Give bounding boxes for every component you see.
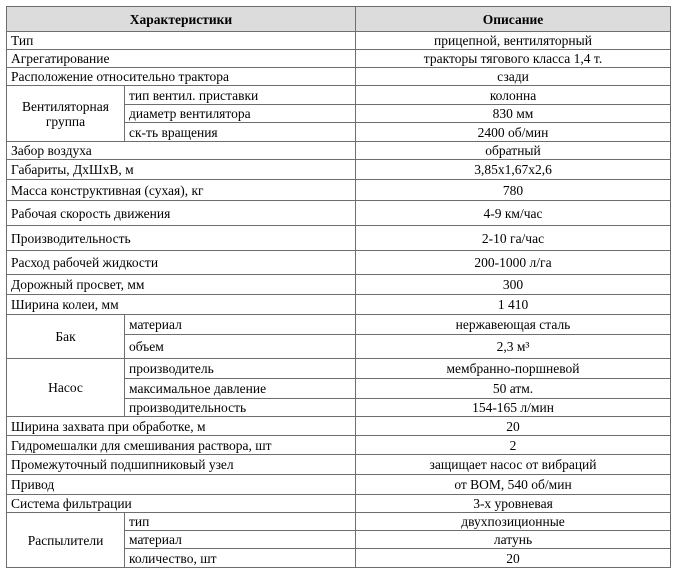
row-value: 1 410 — [356, 295, 671, 315]
row-value: нержавеющая сталь — [356, 315, 671, 335]
sub-label: количество, шт — [125, 549, 356, 568]
row-label: Гидромешалки для смешивания раствора, шт — [7, 436, 356, 455]
header-characteristics: Характеристики — [7, 7, 356, 32]
row-value: латунь — [356, 531, 671, 549]
row-label: Система фильтрации — [7, 495, 356, 513]
row-label: Забор воздуха — [7, 142, 356, 160]
row-label: Дорожный просвет, мм — [7, 275, 356, 295]
row-value: защищает насос от вибраций — [356, 455, 671, 475]
row-value: обратный — [356, 142, 671, 160]
group-label-tank: Бак — [7, 315, 125, 359]
header-description: Описание — [356, 7, 671, 32]
table-row — [7, 475, 671, 495]
table-row — [7, 436, 671, 455]
row-label: Рабочая скорость движения — [7, 201, 356, 226]
row-value: прицепной, вентиляторный — [356, 32, 671, 50]
row-value: 20 — [356, 417, 671, 436]
row-value: 2,3 м³ — [356, 335, 671, 359]
row-value: 2-10 га/час — [356, 226, 671, 251]
row-value: мембранно-поршневой — [356, 359, 671, 379]
specifications-table — [6, 6, 671, 568]
table-row — [7, 359, 671, 379]
row-value: двухпозиционные — [356, 513, 671, 531]
table-row — [7, 201, 671, 226]
table-row — [7, 50, 671, 68]
row-label: Масса конструктивная (сухая), кг — [7, 180, 356, 201]
table-row — [7, 32, 671, 50]
sub-label: тип вентил. приставки — [125, 86, 356, 105]
row-value: 200-1000 л/га — [356, 251, 671, 275]
sub-label: материал — [125, 531, 356, 549]
sub-label: материал — [125, 315, 356, 335]
row-value: 4-9 км/час — [356, 201, 671, 226]
row-label: Ширина захвата при обработке, м — [7, 417, 356, 436]
row-label: Ширина колеи, мм — [7, 295, 356, 315]
row-value: сзади — [356, 68, 671, 86]
table-row — [7, 160, 671, 180]
table-row — [7, 455, 671, 475]
row-label: Тип — [7, 32, 356, 50]
table-row — [7, 495, 671, 513]
row-value: 2 — [356, 436, 671, 455]
table-row — [7, 226, 671, 251]
row-label: Расход рабочей жидкости — [7, 251, 356, 275]
sub-label: производитель — [125, 359, 356, 379]
sub-label: объем — [125, 335, 356, 359]
row-label: Агрегатирование — [7, 50, 356, 68]
header-row — [7, 7, 671, 32]
row-label: Габариты, ДхШхВ, м — [7, 160, 356, 180]
table-row — [7, 513, 671, 531]
group-label-fan: Вентиляторная группа — [7, 86, 125, 142]
row-label: Расположение относительно трактора — [7, 68, 356, 86]
row-value: от ВОМ, 540 об/мин — [356, 475, 671, 495]
row-value: тракторы тягового класса 1,4 т. — [356, 50, 671, 68]
table-row — [7, 295, 671, 315]
row-value: 20 — [356, 549, 671, 568]
row-value: 3-х уровневая — [356, 495, 671, 513]
group-label-nozzles: Распылители — [7, 513, 125, 568]
table-row — [7, 68, 671, 86]
table-row — [7, 142, 671, 160]
row-value: 3,85х1,67х2,6 — [356, 160, 671, 180]
row-value: 830 мм — [356, 105, 671, 123]
table-row — [7, 180, 671, 201]
table-row — [7, 86, 671, 105]
row-label: Привод — [7, 475, 356, 495]
row-value: 154-165 л/мин — [356, 399, 671, 417]
sub-label: ск-ть вращения — [125, 123, 356, 142]
row-value: 50 атм. — [356, 379, 671, 399]
sub-label: максимальное давление — [125, 379, 356, 399]
row-value: 2400 об/мин — [356, 123, 671, 142]
table-row — [7, 417, 671, 436]
table-row — [7, 275, 671, 295]
row-label: Производительность — [7, 226, 356, 251]
row-value: колонна — [356, 86, 671, 105]
table-row — [7, 251, 671, 275]
table-row — [7, 315, 671, 335]
sub-label: производительность — [125, 399, 356, 417]
row-label: Промежуточный подшипниковый узел — [7, 455, 356, 475]
sub-label: тип — [125, 513, 356, 531]
sub-label: диаметр вентилятора — [125, 105, 356, 123]
row-value: 300 — [356, 275, 671, 295]
row-value: 780 — [356, 180, 671, 201]
group-label-pump: Насос — [7, 359, 125, 417]
